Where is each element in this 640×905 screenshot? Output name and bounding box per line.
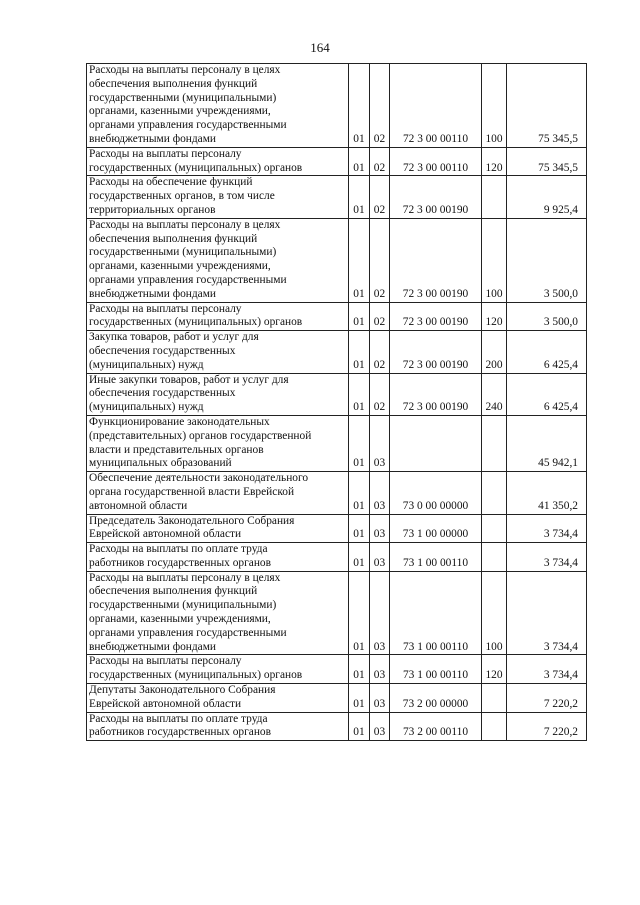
budget-table-body [87,64,587,741]
row-amount: 3 500,0 [507,302,587,331]
table-row [87,415,587,471]
row-amount: 3 734,4 [507,655,587,684]
row-expense-type-code: 120 [482,147,507,176]
row-description: Расходы на выплаты персоналу государственных (муниципальных) органов [87,147,349,176]
table-row [87,712,587,741]
row-section-code: 01 [349,218,370,302]
row-section-code: 01 [349,655,370,684]
row-target-article-code: 73 2 00 00000 [390,684,482,713]
page-number: 164 [310,40,330,55]
table-row [87,147,587,176]
row-section-code: 01 [349,176,370,218]
row-expense-type-code [482,543,507,572]
table-row [87,655,587,684]
row-description: Расходы на выплаты персоналу государственных (муниципальных) органов [87,302,349,331]
row-description: Закупка товаров, работ и услуг для обеспечения государственных (муниципальных) нужд [87,331,349,373]
row-amount: 3 734,4 [507,571,587,655]
row-subsection-code: 02 [370,331,390,373]
row-amount: 3 500,0 [507,218,587,302]
row-expense-type-code [482,472,507,514]
row-target-article-code: 73 1 00 00110 [390,571,482,655]
row-description: Обеспечение деятельности законодательного органа государственной власти Еврейской автономной области [87,472,349,514]
row-amount: 75 345,5 [507,64,587,148]
row-subsection-code: 03 [370,571,390,655]
row-amount: 3 734,4 [507,543,587,572]
row-section-code: 01 [349,64,370,148]
row-section-code: 01 [349,571,370,655]
row-amount: 6 425,4 [507,373,587,415]
row-expense-type-code: 240 [482,373,507,415]
row-description: Председатель Законодательного Собрания Еврейской автономной области [87,514,349,543]
row-target-article-code: 72 3 00 00190 [390,302,482,331]
row-amount: 41 350,2 [507,472,587,514]
row-amount: 6 425,4 [507,331,587,373]
row-target-article-code: 72 3 00 00190 [390,331,482,373]
table-row [87,302,587,331]
row-target-article-code [390,415,482,471]
row-description: Функционирование законодательных (представительных) органов государственной власти и представительных органов муниципальных образований [87,415,349,471]
row-subsection-code: 02 [370,373,390,415]
row-subsection-code: 03 [370,514,390,543]
row-section-code: 01 [349,415,370,471]
row-subsection-code: 03 [370,655,390,684]
budget-table [86,63,587,741]
table-row [87,176,587,218]
row-subsection-code: 02 [370,302,390,331]
row-expense-type-code [482,684,507,713]
table-row [87,684,587,713]
row-target-article-code: 73 1 00 00110 [390,655,482,684]
row-amount: 7 220,2 [507,712,587,741]
row-target-article-code: 72 3 00 00110 [390,64,482,148]
row-expense-type-code: 100 [482,571,507,655]
row-target-article-code: 72 3 00 00190 [390,218,482,302]
row-section-code: 01 [349,373,370,415]
row-subsection-code: 02 [370,176,390,218]
row-expense-type-code [482,415,507,471]
row-description: Иные закупки товаров, работ и услуг для обеспечения государственных (муниципальных) нужд [87,373,349,415]
row-expense-type-code [482,176,507,218]
row-description: Расходы на выплаты по оплате труда работников государственных органов [87,543,349,572]
row-target-article-code: 73 2 00 00110 [390,712,482,741]
table-row [87,331,587,373]
row-section-code: 01 [349,712,370,741]
row-subsection-code: 02 [370,64,390,148]
row-expense-type-code: 120 [482,302,507,331]
row-expense-type-code: 120 [482,655,507,684]
row-section-code: 01 [349,331,370,373]
table-row [87,472,587,514]
row-section-code: 01 [349,147,370,176]
table-row [87,373,587,415]
row-expense-type-code: 200 [482,331,507,373]
table-row [87,543,587,572]
row-amount: 3 734,4 [507,514,587,543]
row-target-article-code: 72 3 00 00190 [390,373,482,415]
row-expense-type-code [482,514,507,543]
row-section-code: 01 [349,472,370,514]
row-target-article-code: 73 0 00 00000 [390,472,482,514]
row-target-article-code: 73 1 00 00000 [390,514,482,543]
row-amount: 75 345,5 [507,147,587,176]
table-row [87,514,587,543]
row-subsection-code: 03 [370,543,390,572]
row-subsection-code: 03 [370,684,390,713]
row-description: Расходы на выплаты персоналу государственных (муниципальных) органов [87,655,349,684]
row-subsection-code: 03 [370,415,390,471]
row-subsection-code: 03 [370,472,390,514]
row-expense-type-code: 100 [482,64,507,148]
row-target-article-code: 72 3 00 00190 [390,176,482,218]
row-description: Расходы на выплаты персоналу в целях обеспечения выполнения функций государственными (муниципальными) органами, казенными учреждениями, органами управления государственными внебюджетными фондами [87,571,349,655]
row-subsection-code: 02 [370,218,390,302]
row-section-code: 01 [349,684,370,713]
row-section-code: 01 [349,302,370,331]
row-description: Расходы на выплаты персоналу в целях обеспечения выполнения функций государственными (муниципальными) органами, казенными учреждениями, органами управления государственными внебюджетными фондами [87,218,349,302]
row-subsection-code: 03 [370,712,390,741]
row-target-article-code: 73 1 00 00110 [390,543,482,572]
row-amount: 7 220,2 [507,684,587,713]
row-description: Расходы на выплаты по оплате труда работников государственных органов [87,712,349,741]
row-expense-type-code [482,712,507,741]
row-section-code: 01 [349,514,370,543]
table-row [87,218,587,302]
row-expense-type-code: 100 [482,218,507,302]
row-subsection-code: 02 [370,147,390,176]
row-amount: 45 942,1 [507,415,587,471]
row-description: Расходы на выплаты персоналу в целях обеспечения выполнения функций государственными (муниципальными) органами, казенными учреждениями, органами управления государственными внебюджетными фондами [87,64,349,148]
row-amount: 9 925,4 [507,176,587,218]
row-target-article-code: 72 3 00 00110 [390,147,482,176]
row-description: Депутаты Законодательного Собрания Еврейской автономной области [87,684,349,713]
table-row [87,571,587,655]
row-section-code: 01 [349,543,370,572]
table-row [87,64,587,148]
row-description: Расходы на обеспечение функций государственных органов, в том числе территориальных органов [87,176,349,218]
